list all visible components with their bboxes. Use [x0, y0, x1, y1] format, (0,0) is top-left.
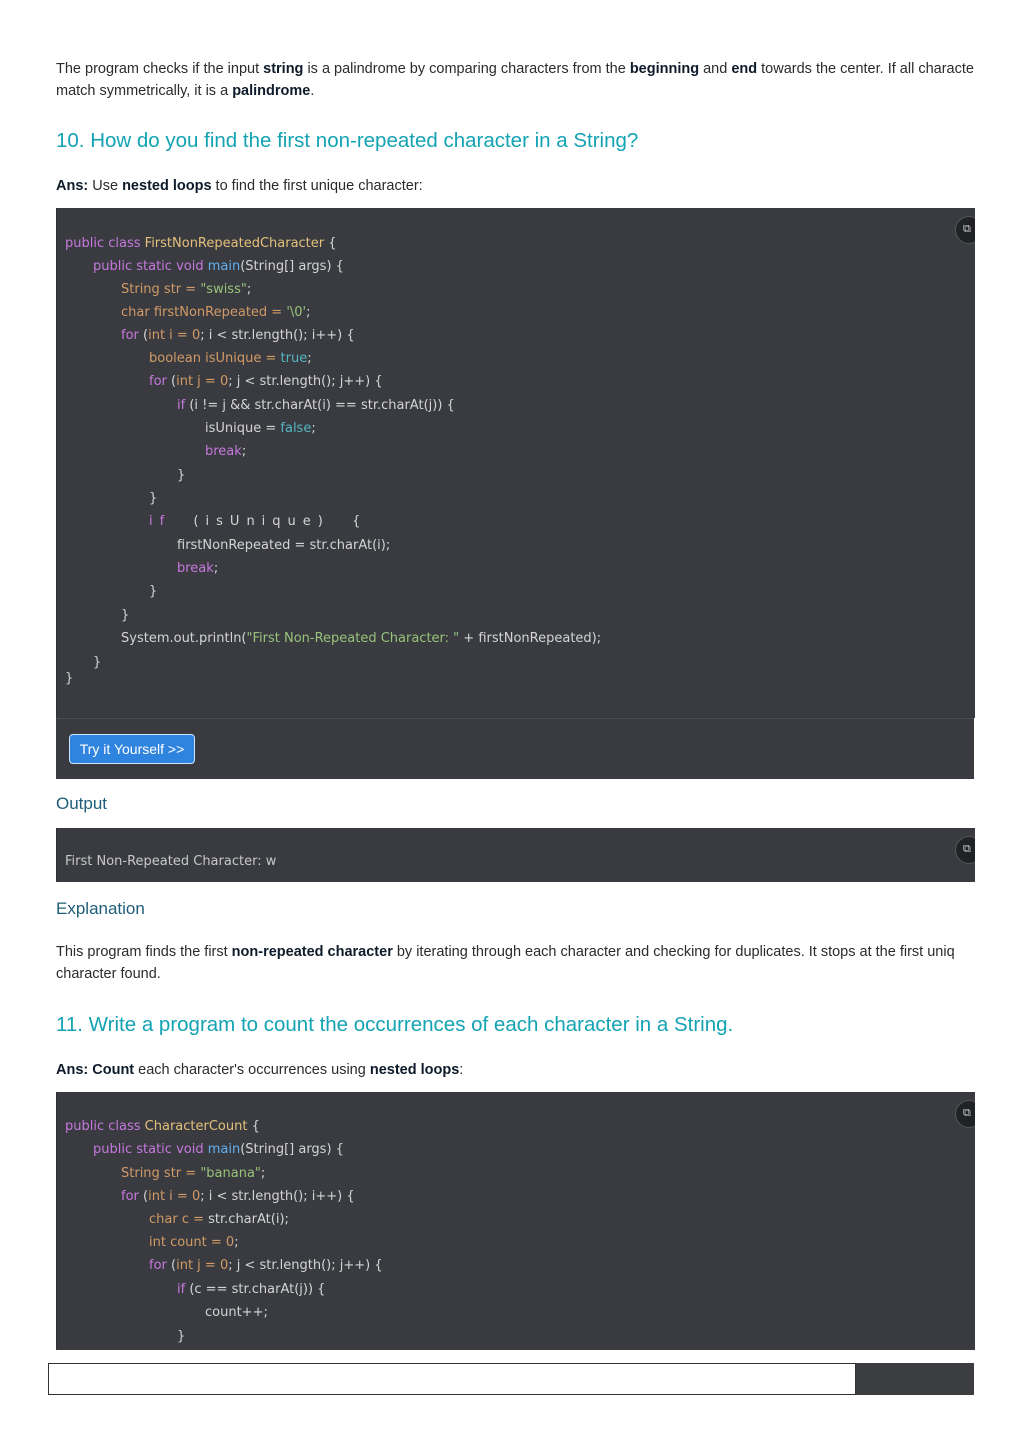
- explanation-line1: This program finds the first non-repeated character by iterating through each character and checking for duplicates. It stops at the first uniq: [56, 944, 955, 960]
- code-line: public class FirstNonRepeatedCharacter {: [65, 236, 337, 251]
- code-line: }: [65, 671, 74, 686]
- code-line: public static void main(String[] args) {: [93, 259, 344, 274]
- q11-code-block: [56, 1092, 975, 1350]
- footer-input-box: [48, 1363, 856, 1395]
- code-line: }: [177, 1329, 186, 1344]
- code-line: char c = str.charAt(i);: [149, 1212, 289, 1227]
- try-it-yourself-button[interactable]: Try it Yourself >>: [69, 734, 195, 764]
- copy-button[interactable]: [955, 836, 975, 864]
- code-line: }: [121, 608, 130, 623]
- code-line: for (int i = 0; i < str.length(); i++) {: [121, 328, 355, 343]
- q11-heading: 11. Write a program to count the occurrences of each character in a String.: [56, 1013, 734, 1036]
- code-line: count++;: [205, 1305, 268, 1320]
- code-line: public static void main(String[] args) {: [93, 1142, 344, 1157]
- copy-button[interactable]: [955, 1100, 975, 1128]
- intro-paragraph-line2: match symmetrically, it is a palindrome.: [56, 83, 315, 99]
- code-line: if (i != j && str.charAt(i) == str.charAt(j)) {: [177, 398, 455, 413]
- code-line: break;: [177, 561, 219, 576]
- code-line: for (int j = 0; j < str.length(); j++) {: [149, 1258, 383, 1273]
- code-line: isUnique = false;: [205, 421, 316, 436]
- output-text: First Non-Repeated Character: w: [65, 854, 277, 869]
- q10-code-block: [56, 208, 975, 718]
- q10-answer-line: Ans: Use nested loops to find the first unique character:: [56, 178, 423, 194]
- q10-heading: 10. How do you find the first non-repeated character in a String?: [56, 129, 639, 152]
- q11-answer-line: Ans: Count each character's occurrences using nested loops:: [56, 1062, 464, 1078]
- copy-icon: ⧉: [963, 1107, 971, 1119]
- code-line: public class CharacterCount {: [65, 1119, 260, 1134]
- explanation-line2: character found.: [56, 966, 161, 982]
- intro-paragraph-line1: The program checks if the input string is a palindrome by comparing characters from the beginning and end towards the center. If all characte: [56, 61, 974, 77]
- code-line: break;: [205, 444, 247, 459]
- code-line: }: [177, 468, 186, 483]
- copy-button[interactable]: [955, 216, 975, 244]
- code-line: }: [149, 584, 158, 599]
- code-line: for (int i = 0; i < str.length(); i++) {: [121, 1189, 355, 1204]
- code-line: }: [93, 655, 102, 670]
- code-line: System.out.println("First Non-Repeated Character: " + firstNonRepeated);: [121, 631, 602, 646]
- footer-dark-block: [856, 1363, 974, 1395]
- output-block: [56, 828, 975, 882]
- code-line: if (c == str.charAt(j)) {: [177, 1282, 326, 1297]
- code-line: boolean isUnique = true;: [149, 351, 312, 366]
- code-line: }: [149, 491, 158, 506]
- code-line: firstNonRepeated = str.charAt(i);: [177, 538, 391, 553]
- output-label: Output: [56, 794, 108, 813]
- code-line: if (isUnique) {: [149, 514, 368, 529]
- copy-icon: ⧉: [963, 223, 971, 235]
- code-line: char firstNonRepeated = '\0';: [121, 305, 311, 320]
- try-it-bar: [56, 718, 974, 779]
- explanation-label: Explanation: [56, 899, 145, 918]
- code-line: int count = 0;: [149, 1235, 239, 1250]
- code-line: for (int j = 0; j < str.length(); j++) {: [149, 374, 383, 389]
- code-line: String str = "swiss";: [121, 282, 252, 297]
- code-line: String str = "banana";: [121, 1166, 266, 1181]
- copy-icon: ⧉: [963, 843, 971, 855]
